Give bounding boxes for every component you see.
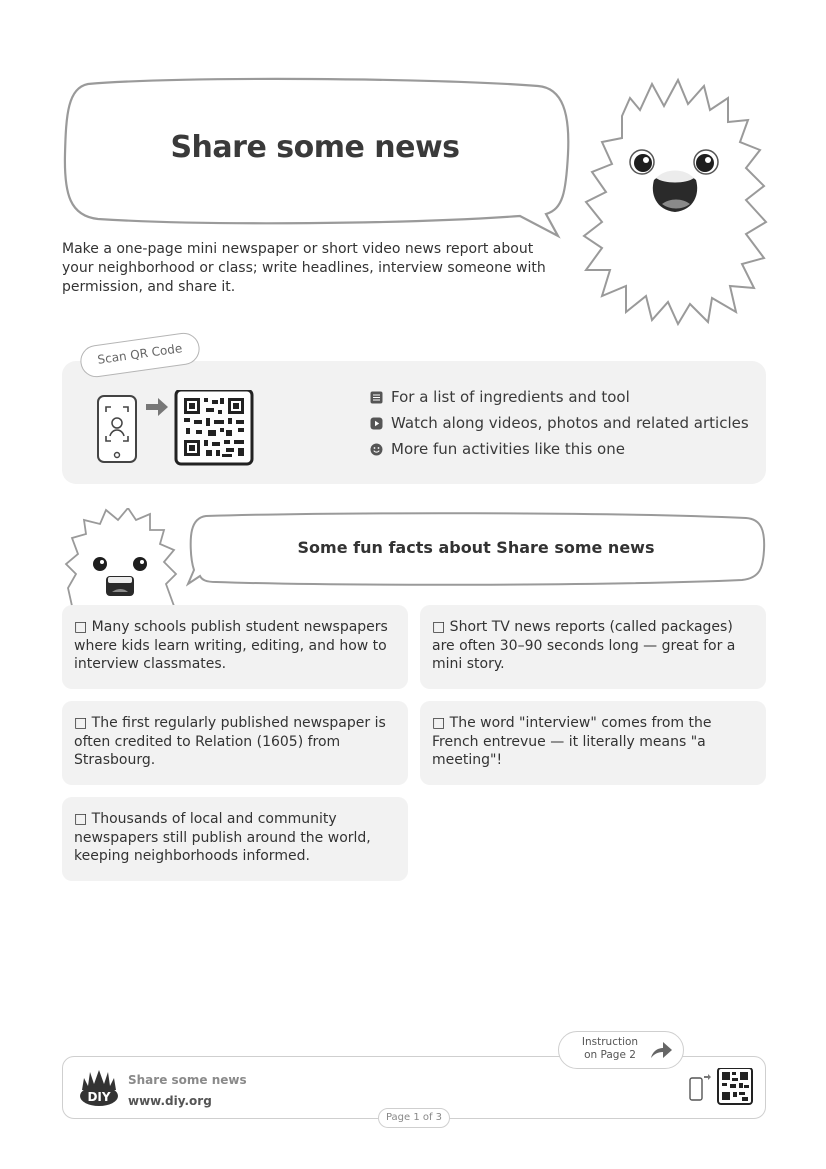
- feature-item-ingredients: [370, 387, 630, 407]
- feature-label: More fun activities like this one: [391, 440, 625, 458]
- instruction-line-2: on Page 2: [584, 1049, 636, 1061]
- list-icon: [370, 391, 383, 404]
- intro-text: Make a one-page mini newspaper or short video news report about your neighborhood or class; write headlines, interview someone with permission, and share it.: [62, 241, 546, 295]
- logo-text: DIY: [87, 1090, 111, 1104]
- footer-url[interactable]: www.diy.org: [128, 1094, 212, 1108]
- page-title: Share some news: [170, 130, 460, 165]
- play-icon: [370, 417, 383, 430]
- feature-item-videos: [370, 413, 749, 433]
- footer-qr-illustration: [688, 1068, 754, 1108]
- facts-title: Some fun facts about Share some news: [297, 538, 655, 557]
- feature-label: For a list of ingredients and tool: [391, 388, 630, 406]
- feature-label: Watch along videos, photos and related articles: [391, 414, 749, 432]
- footer-title: Share some news: [128, 1073, 247, 1087]
- yeti-mascot-illustration: [582, 76, 768, 326]
- diy-logo: [78, 1068, 120, 1108]
- fact-card: □ The first regularly published newspaper is often credited to Relation (1605) from Strasbourg.: [62, 701, 408, 785]
- phone-scan-illustration: [96, 390, 256, 468]
- fact-card: □ Thousands of local and community newspapers still publish around the world, keeping neighborhoods informed.: [62, 797, 408, 881]
- fact-card: □ Short TV news reports (called packages) are often 30–90 seconds long — great for a mini story.: [420, 605, 766, 689]
- scan-qr-code-tag: Scan QR Code: [78, 331, 201, 379]
- instruction-label: [570, 1036, 650, 1062]
- instruction-line-1: Instruction: [581, 1036, 639, 1048]
- fact-card: □ Many schools publish student newspapers where kids learn writing, editing, and how to interview classmates.: [62, 605, 408, 689]
- yeti-mascot-small-illustration: [62, 508, 180, 606]
- page-indicator: Page 1 of 3: [378, 1108, 450, 1128]
- feature-item-activities: [370, 439, 625, 459]
- fact-card: □ The word "interview" comes from the French entrevue — it literally means "a meeting"!: [420, 701, 766, 785]
- arrow-right-icon: [649, 1040, 673, 1060]
- smiley-icon: [370, 443, 383, 456]
